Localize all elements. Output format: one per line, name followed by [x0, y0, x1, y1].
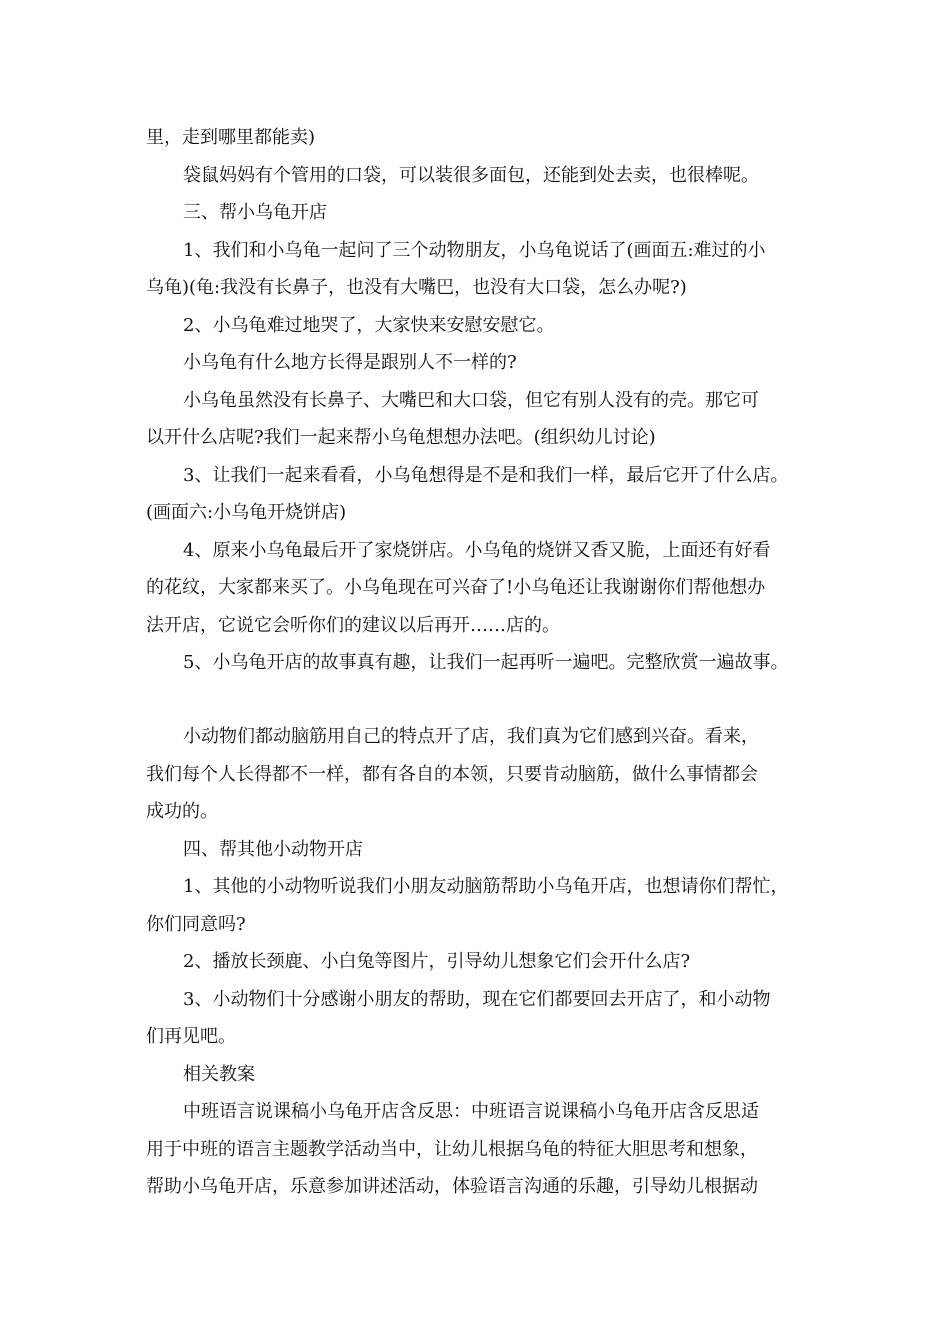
- text-line: 乌龟)(龟:我没有长鼻子，也没有大嘴巴，也没有大口袋，怎么办呢?): [146, 277, 687, 298]
- text-line: 法开店，它说它会听你们的建议以后再开……店的。: [146, 615, 560, 636]
- text-line: 里，走到哪里都能卖): [146, 127, 316, 148]
- section-heading: 相关教案: [183, 1064, 255, 1085]
- section-heading: 四、帮其他小动物开店: [183, 839, 363, 860]
- section-heading: 三、帮小乌龟开店: [183, 202, 327, 223]
- text-line: 2、播放长颈鹿、小白兔等图片，引导幼儿想象它们会开什么店?: [183, 951, 691, 972]
- text-line: 小乌龟有什么地方长得是跟别人不一样的?: [183, 352, 517, 373]
- text-line: 小乌龟虽然没有长鼻子、大嘴巴和大口袋，但它有别人没有的壳。那它可: [183, 390, 759, 411]
- text-line: 1、我们和小乌龟一起问了三个动物朋友，小乌龟说话了(画面五:难过的小: [183, 240, 766, 261]
- text-line: 中班语言说课稿小乌龟开店含反思：中班语言说课稿小乌龟开店含反思适: [183, 1101, 759, 1122]
- text-line: 帮助小乌龟开店，乐意参加讲述活动，体验语言沟通的乐趣，引导幼儿根据动: [146, 1176, 758, 1197]
- text-line: 2、小乌龟难过地哭了，大家快来安慰安慰它。: [183, 315, 555, 336]
- text-line: 们再见吧。: [146, 1026, 236, 1047]
- text-line: 成功的。: [146, 801, 218, 822]
- text-line: 用于中班的语言主题教学活动当中，让幼儿根据乌龟的特征大胆思考和想象，: [146, 1139, 758, 1160]
- text-line: 5、小乌龟开店的故事真有趣，让我们一起再听一遍吧。完整欣赏一遍故事。: [183, 652, 789, 673]
- text-line: 以开什么店呢?我们一起来帮小乌龟想想办法吧。(组织幼儿讨论): [146, 427, 656, 448]
- text-line: (画面六:小乌龟开烧饼店): [146, 502, 347, 523]
- text-line: 1、其他的小动物听说我们小朋友动脑筋帮助小乌龟开店，也想请你们帮忙，: [183, 876, 789, 897]
- text-line: 你们同意吗?: [146, 914, 246, 935]
- text-line: 4、原来小乌龟最后开了家烧饼店。小乌龟的烧饼又香又脆，上面还有好看: [183, 540, 771, 561]
- text-line: 袋鼠妈妈有个管用的口袋，可以装很多面包，还能到处去卖，也很棒呢。: [183, 165, 759, 186]
- text-line: 3、让我们一起来看看，小乌龟想得是不是和我们一样，最后它开了什么店。: [183, 465, 789, 486]
- text-line: 3、小动物们十分感谢小朋友的帮助，现在它们都要回去开店了，和小动物: [183, 989, 771, 1010]
- text-line: 小动物们都动脑筋用自己的特点开了店，我们真为它们感到兴奋。看来，: [183, 726, 759, 747]
- text-line: 的花纹，大家都来买了。小乌龟现在可兴奋了!小乌龟还让我谢谢你们帮他想办: [146, 577, 766, 598]
- text-line: 我们每个人长得都不一样，都有各自的本领，只要肯动脑筋，做什么事情都会: [146, 764, 758, 785]
